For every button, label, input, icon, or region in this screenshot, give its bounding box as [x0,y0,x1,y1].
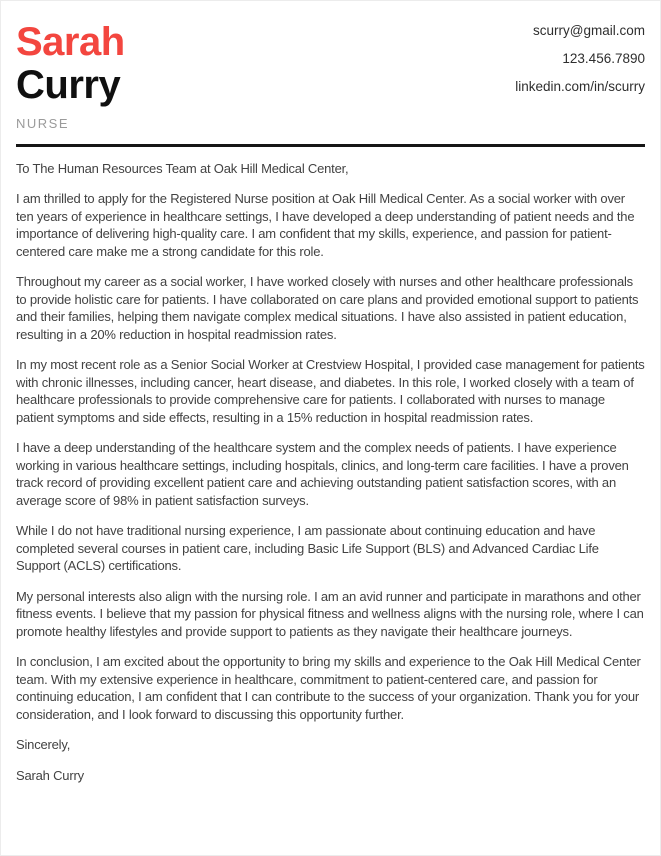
job-title: NURSE [16,115,70,131]
letter-body [16,160,645,785]
letter-paragraph: While I do not have traditional nursing experience, I am passionate about continuing education and have completed several courses in patient care, including Basic Life Support (BLS) and Advanced Cardiac Life Support (ACLS) certifications. [16,523,599,574]
name-block [16,15,125,131]
contact-phone: 123.456.7890 [562,51,645,66]
header-divider [16,144,645,147]
contact-email: scurry@gmail.com [533,23,645,38]
letter-paragraph: I am thrilled to apply for the Registered Nurse position at Oak Hill Medical Center. As a social worker with over ten years of experience in healthcare settings, I have developed a deep understanding of patient needs and the importance of delivering high-quality care. I am confident that my skills, experience, and passion for patient-centered care make me a strong candidate for this role. [16,191,635,259]
letter-paragraph: In conclusion, I am excited about the opportunity to bring my skills and experience to the Oak Hill Medical Center team. With my extensive experience in healthcare, commitment to patient-centered care, and passion for continuing education, I am confident that I can contribute to the success of your organization. Thank you for your consideration, and I look forward to discussing this opportunity further. [16,654,641,722]
signature: Sarah Curry [16,767,84,783]
letter-paragraph: I have a deep understanding of the healthcare system and the complex needs of patients. I have experience working in various healthcare settings, including hospitals, clinics, and long-term care facilities. I have a proven track record of providing excellent patient care and achieving outstanding patient satisfaction scores, with an average score of 98% in patient satisfaction surveys. [16,440,629,508]
letter-paragraph: In my most recent role as a Senior Social Worker at Crestview Hospital, I provided case management for patients with chronic illnesses, including cancer, heart disease, and diabetes. In this role, I worked closely with a team of healthcare professionals to provide comprehensive care for patients. I collaborated with nurses to manage patient symptoms and side effects, resulting in a 15% reduction in hospital readmission rates. [16,357,645,425]
letter-paragraph: My personal interests also align with the nursing role. I am an avid runner and participate in marathons and other fitness events. I believe that my passion for physical fitness and wellness aligns with the nursing role, where I can promote healthy lifestyles and provide support to patients as they navigate their healthcare journeys. [16,588,644,639]
salutation: To The Human Resources Team at Oak Hill Medical Center, [16,160,349,176]
contact-linkedin: linkedin.com/in/scurry [515,79,645,94]
closing: Sincerely, [16,737,71,753]
letter-paragraph: Throughout my career as a social worker, I have worked closely with nurses and other healthcare professionals to provide holistic care for patients. I have collaborated on care plans and provided emotional support to patients and their families, helping them navigate complex medical situations. I have also assisted in patient education, resulting in a 20% reduction in hospital readmission rates. [16,274,639,342]
last-name: Curry [16,62,121,107]
header [16,15,645,131]
contact-block [515,15,645,101]
first-name: Sarah [16,20,125,64]
